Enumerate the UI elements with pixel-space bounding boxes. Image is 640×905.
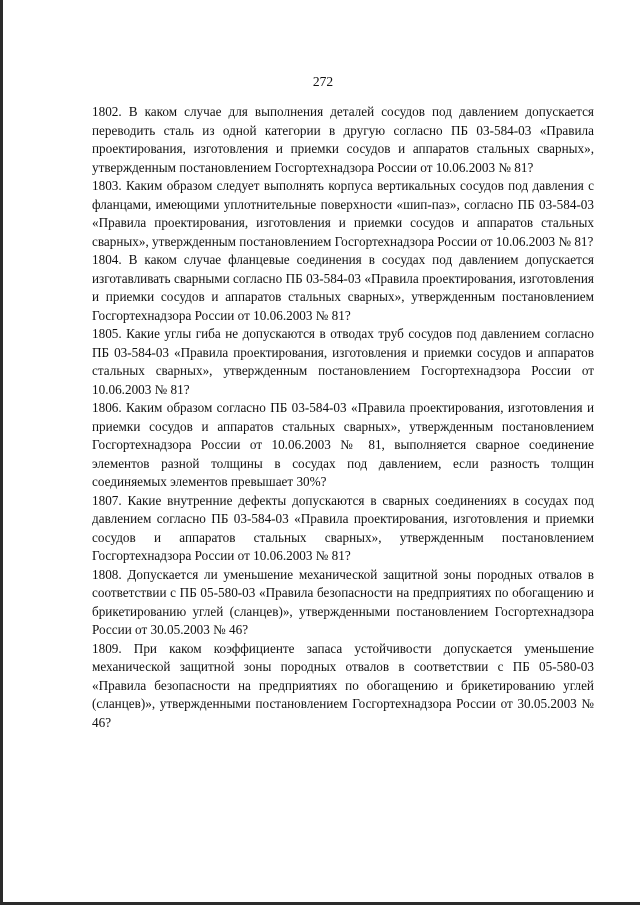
question-1809: 1809. При каком коэффициенте запаса устойчивости допускается уменьшение механической защитной зоны породных отвалов в соответствии с ПБ 05-580-03 «Правила безопасности на предприятиях по обогащению и брикетированию углей (сланцев)», утвержденными постановлением Госгортехнадзора России от 30.05.2003 № 46? xyxy=(92,640,594,730)
question-1802: 1802. В каком случае для выполнения деталей сосудов под давлением допускается переводить сталь из одной категории в другую согласно ПБ 03-584-03 «Правила проектирования, изготовления и приемки сосудов и аппаратов стальных сварных», утвержденным постановлением Госгортехнадзора России от 10.06.2003 № 81? xyxy=(92,104,594,175)
question-1807: 1807. Какие внутренние дефекты допускаются в сварных соединениях в сосудах под давлением согласно ПБ 03-584-03 «Правила проектирования, изготовления и приемки сосудов и аппаратов стальных сварных», утвержденным постановлением Госгортехнадзора России от 10.06.2003 № 81? xyxy=(92,492,594,563)
question-list xyxy=(92,103,594,732)
page-number: 272 xyxy=(312,74,334,89)
question-1808: 1808. Допускается ли уменьшение механической защитной зоны породных отвалов в соответствии с ПБ 05-580-03 «Правила безопасности на предприятиях по обогащению и брикетированию углей (сланцев)», утвержденными постановлением Госгортехнадзора России от 30.05.2003 № 46? xyxy=(92,566,594,637)
question-1806: 1806. Каким образом согласно ПБ 03-584-03 «Правила проектирования, изготовления и приемки сосудов и аппаратов стальных сварных», утвержденным постановлением Госгортехнадзора России от 10.06.2003 № 81, выполняется сварное соединение элементов разной толщины в сосудах под давлением, если разность толщин соединяемых элементов превышает 30%? xyxy=(92,400,594,489)
question-1803: 1803. Каким образом следует выполнять корпуса вертикальных сосудов под давления с фланцами, имеющими уплотнительные поверхности «шип-паз», согласно ПБ 03-584-03 «Правила проектирования, изготовления и приемки сосудов и аппаратов стальных сварных», утвержденным постановлением Госгортехнадзора России от 10.06.2003 № 81? xyxy=(92,178,594,249)
question-1804: 1804. В каком случае фланцевые соединения в сосудах под давлением допускается изготавливать сварными согласно ПБ 03-584-03 «Правила проектирования, изготовления и приемки сосудов и аппаратов стальных сварных», утвержденным постановлением Госгортехнадзора России от 10.06.2003 № 81? xyxy=(92,252,594,323)
question-1805: 1805. Какие углы гиба не допускаются в отводах труб сосудов под давлением согласно ПБ 03-584-03 «Правила проектирования, изготовления и приемки сосудов и аппаратов стальных сварных», утвержденным постановлением Госгортехнадзора России от 10.06.2003 № 81? xyxy=(92,326,594,397)
